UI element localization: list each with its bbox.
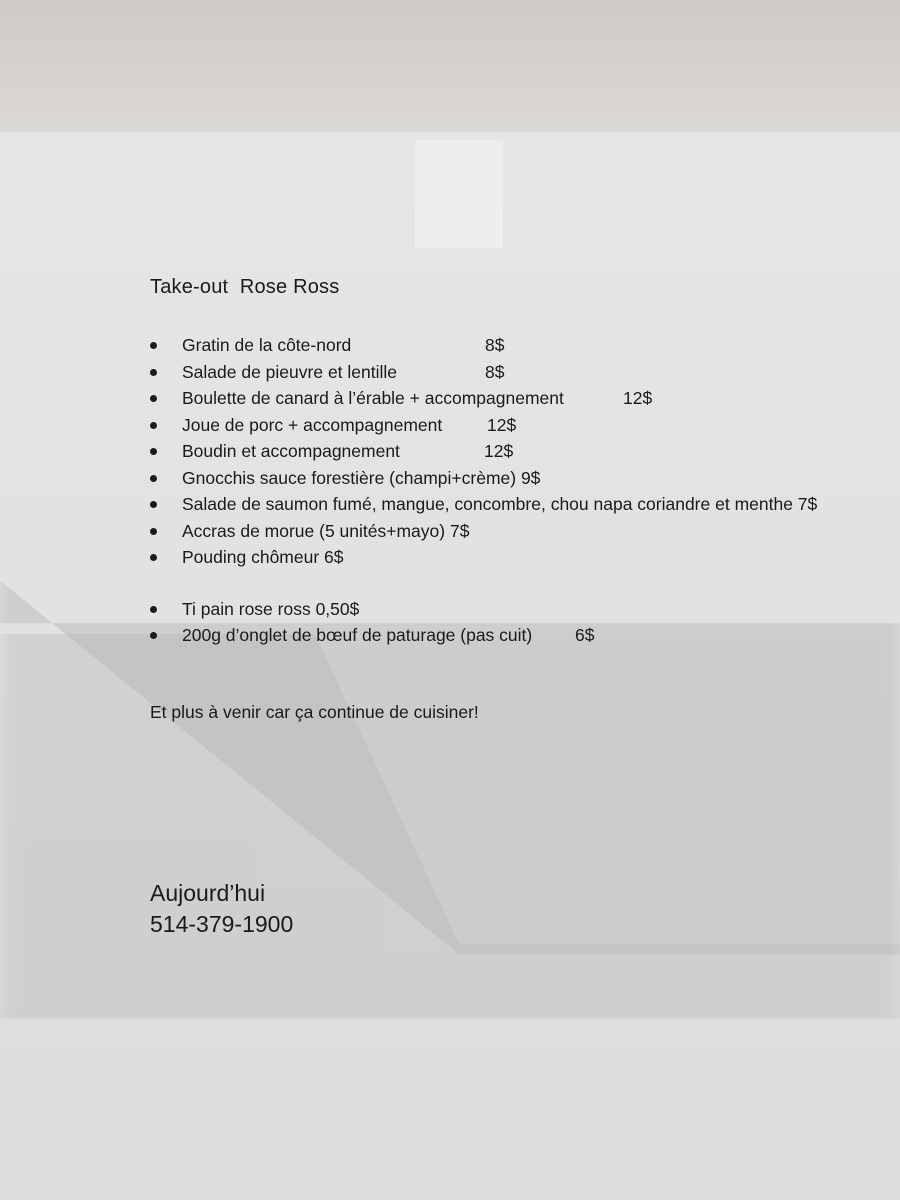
list-spacer [150,571,890,596]
item-price: 12$ [487,414,517,435]
list-item [150,544,890,571]
closing-note: Et plus à venir car ça continue de cuisiner! [150,702,479,722]
item-name: 200g d’onglet de bœuf de paturage (pas cuit) [182,625,533,645]
bullet-icon [150,606,157,613]
bullet-icon [150,475,157,482]
item-name: Salade de saumon fumé, mangue, concombre, chou napa coriandre et menthe 7$ [182,494,818,514]
item-price: 6$ [575,625,595,645]
availability-label: Aujourd’hui [150,880,266,906]
item-name: Accras de morue (5 unités+mayo) 7$ [182,520,470,541]
list-item [150,412,890,439]
bullet-icon [150,369,157,376]
list-item [150,622,890,649]
item-price: 12$ [623,388,653,408]
bullet-icon [150,501,157,508]
item-name: Joue de porc + accompagnement [182,414,443,435]
list-item [150,438,890,465]
list-item [150,332,890,359]
bullet-icon [150,342,157,349]
item-name: Boudin et accompagnement [182,441,400,461]
list-item [150,465,890,492]
bullet-icon [150,528,157,535]
item-price: 12$ [484,441,514,461]
menu-list [150,332,890,649]
item-price: 8$ [485,361,505,382]
item-name: Gnocchis sauce forestière (champi+crème) 9$ [182,467,541,488]
bullet-icon [150,422,157,429]
bullet-icon [150,448,157,455]
bullet-icon [150,554,157,561]
phone-number: 514-379-1900 [150,911,294,937]
list-item [150,359,890,386]
list-item [150,491,890,518]
list-item [150,518,890,545]
item-name: Salade de pieuvre et lentille [182,361,398,382]
item-price: 8$ [485,335,505,355]
list-item [150,596,890,623]
bullet-icon [150,632,157,639]
menu-title: Take-out Rose Ross [150,276,340,298]
item-name: Ti pain rose ross 0,50$ [182,598,360,619]
item-name: Pouding chômeur 6$ [182,547,344,567]
bullet-icon [150,395,157,402]
item-name: Gratin de la côte-nord [182,335,352,355]
list-item [150,385,890,412]
item-name: Boulette de canard à l’érable + accompagnement [182,388,564,408]
